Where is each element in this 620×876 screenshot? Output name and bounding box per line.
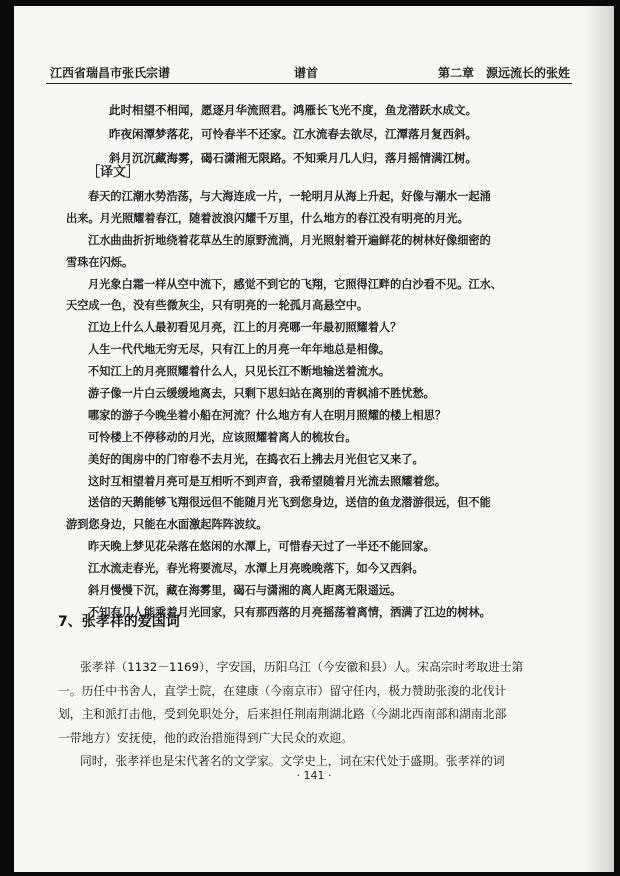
poem-line: 此时相望不相闻，愿逐月华流照君。鸿雁长飞光不度，鱼龙潜跃水成文。 [109,103,477,117]
text-line: 同时，张孝祥也是宋代著名的文学家。文学史上，词在宋代处于盛期。张孝祥的词 [80,754,505,769]
text-line: 江水流走春光，春光将要流尽，水潭上月亮晚晚落下，如今又西斜。 [88,561,424,576]
translation-label: ［译文］ [87,165,140,180]
text-line: 美好的闺房中的门帘卷不去月光，在捣衣石上拂去月光但它又来了。 [88,451,424,466]
text-line: 送信的天鹅能够飞翔很远但不能随月光飞到您身边，送信的鱼龙潜游很远，但不能 [88,495,491,510]
poem-line: 斜月沉沉藏海雾，碣石潇湘无限路。不知乘月几人归，落月摇情满江树。 [109,151,477,165]
text-line: 出来。月光照耀着春江，随着波浪闪耀千万里，什么地方的春江没有明亮的月光。 [66,210,469,225]
text-line: 春天的江潮水势浩荡，与大海连成一片，一轮明月从海上升起，好像与潮水一起涌 [88,189,491,203]
text-line: 昨天晚上梦见花朵落在悠闲的水潭上，可惜春天过了一半还不能回家。 [88,539,435,554]
header-chapter: 第二章 源远流长的张姓 [437,66,570,80]
section-title: 7、张孝祥的爱国词 [58,614,180,630]
text-line: 不知有几人能乘着月光回家，只有那西落的月亮摇荡着离情，洒满了江边的树林。 [88,604,491,619]
page-shadow [584,6,614,872]
text-line: 张孝祥（1132－1169），字安国，历阳乌江（今安徽和县）人。宋高宗时考取进士第 [80,660,524,674]
poem-line: 昨夜闲潭梦落花，可怜春半不还家。江水流春去欲尽，江潭落月复西斜。 [109,127,477,141]
text-line: 一带地方）安抚使，他的政治措施得到广大民众的欢迎。 [58,730,353,745]
text-line: 天空成一色，没有些微灰尘，只有明亮的一轮孤月高悬空中。 [66,298,369,313]
text-line: 月光象白霜一样从空中流下，感觉不到它的飞翔，它照得江畔的白沙看不见。江水、 [88,276,502,291]
running-header [46,61,572,84]
body-text [58,656,588,774]
text-line: 划，主和派打击他，受到免职处分，后来担任荆南荆湖北路（今湖北西南部和湖南北部 [58,707,507,722]
text-line: 人生一代代地无穷无尽，只有江上的月亮一年年地总是相像。 [88,342,391,357]
header-section: 谱首 [294,66,319,80]
translation-block [66,186,586,624]
text-line: 不知江上的月亮照耀着什么人，只见长江不断地输送着流水。 [88,364,391,379]
text-line: 可怜楼上不停移动的月光，应该照耀着离人的梳妆台。 [88,429,357,444]
text-line: 哪家的游子今晚坐着小船在河流？什么地方有人在明月照耀的楼上相思？ [88,407,447,422]
document-page [14,6,614,872]
text-line: 江水曲曲折折地绕着花草丛生的原野流淌，月光照射着开遍鲜花的树林好像细密的 [88,232,491,247]
header-book-title: 江西省瑞昌市张氏宗谱 [50,66,171,80]
page-number: · 141 · [296,769,332,782]
text-line: 这时互相望着月亮可是互相听不到声音，我希望随着月光流去照耀着您。 [88,473,447,488]
text-line: 斜月慢慢下沉，藏在海雾里，碣石与潇湘的离人距离无限遥远。 [88,583,402,598]
text-line: 江边上什么人最初看见月亮，江上的月亮哪一年最初照耀着人？ [88,320,402,335]
text-line: 雪珠在闪烁。 [66,254,134,269]
text-line: 游到您身边，只能在水面激起阵阵波纹。 [66,517,268,532]
poem-block [109,98,477,170]
text-line: 一。历任中书舍人，直学士院，在建康（今南京市）留守任内，极力赞助张浚的北伐计 [58,683,507,698]
text-line: 游子像一片白云缓缓地离去，只剩下思妇站在离别的青枫浦不胜忧愁。 [88,386,435,401]
